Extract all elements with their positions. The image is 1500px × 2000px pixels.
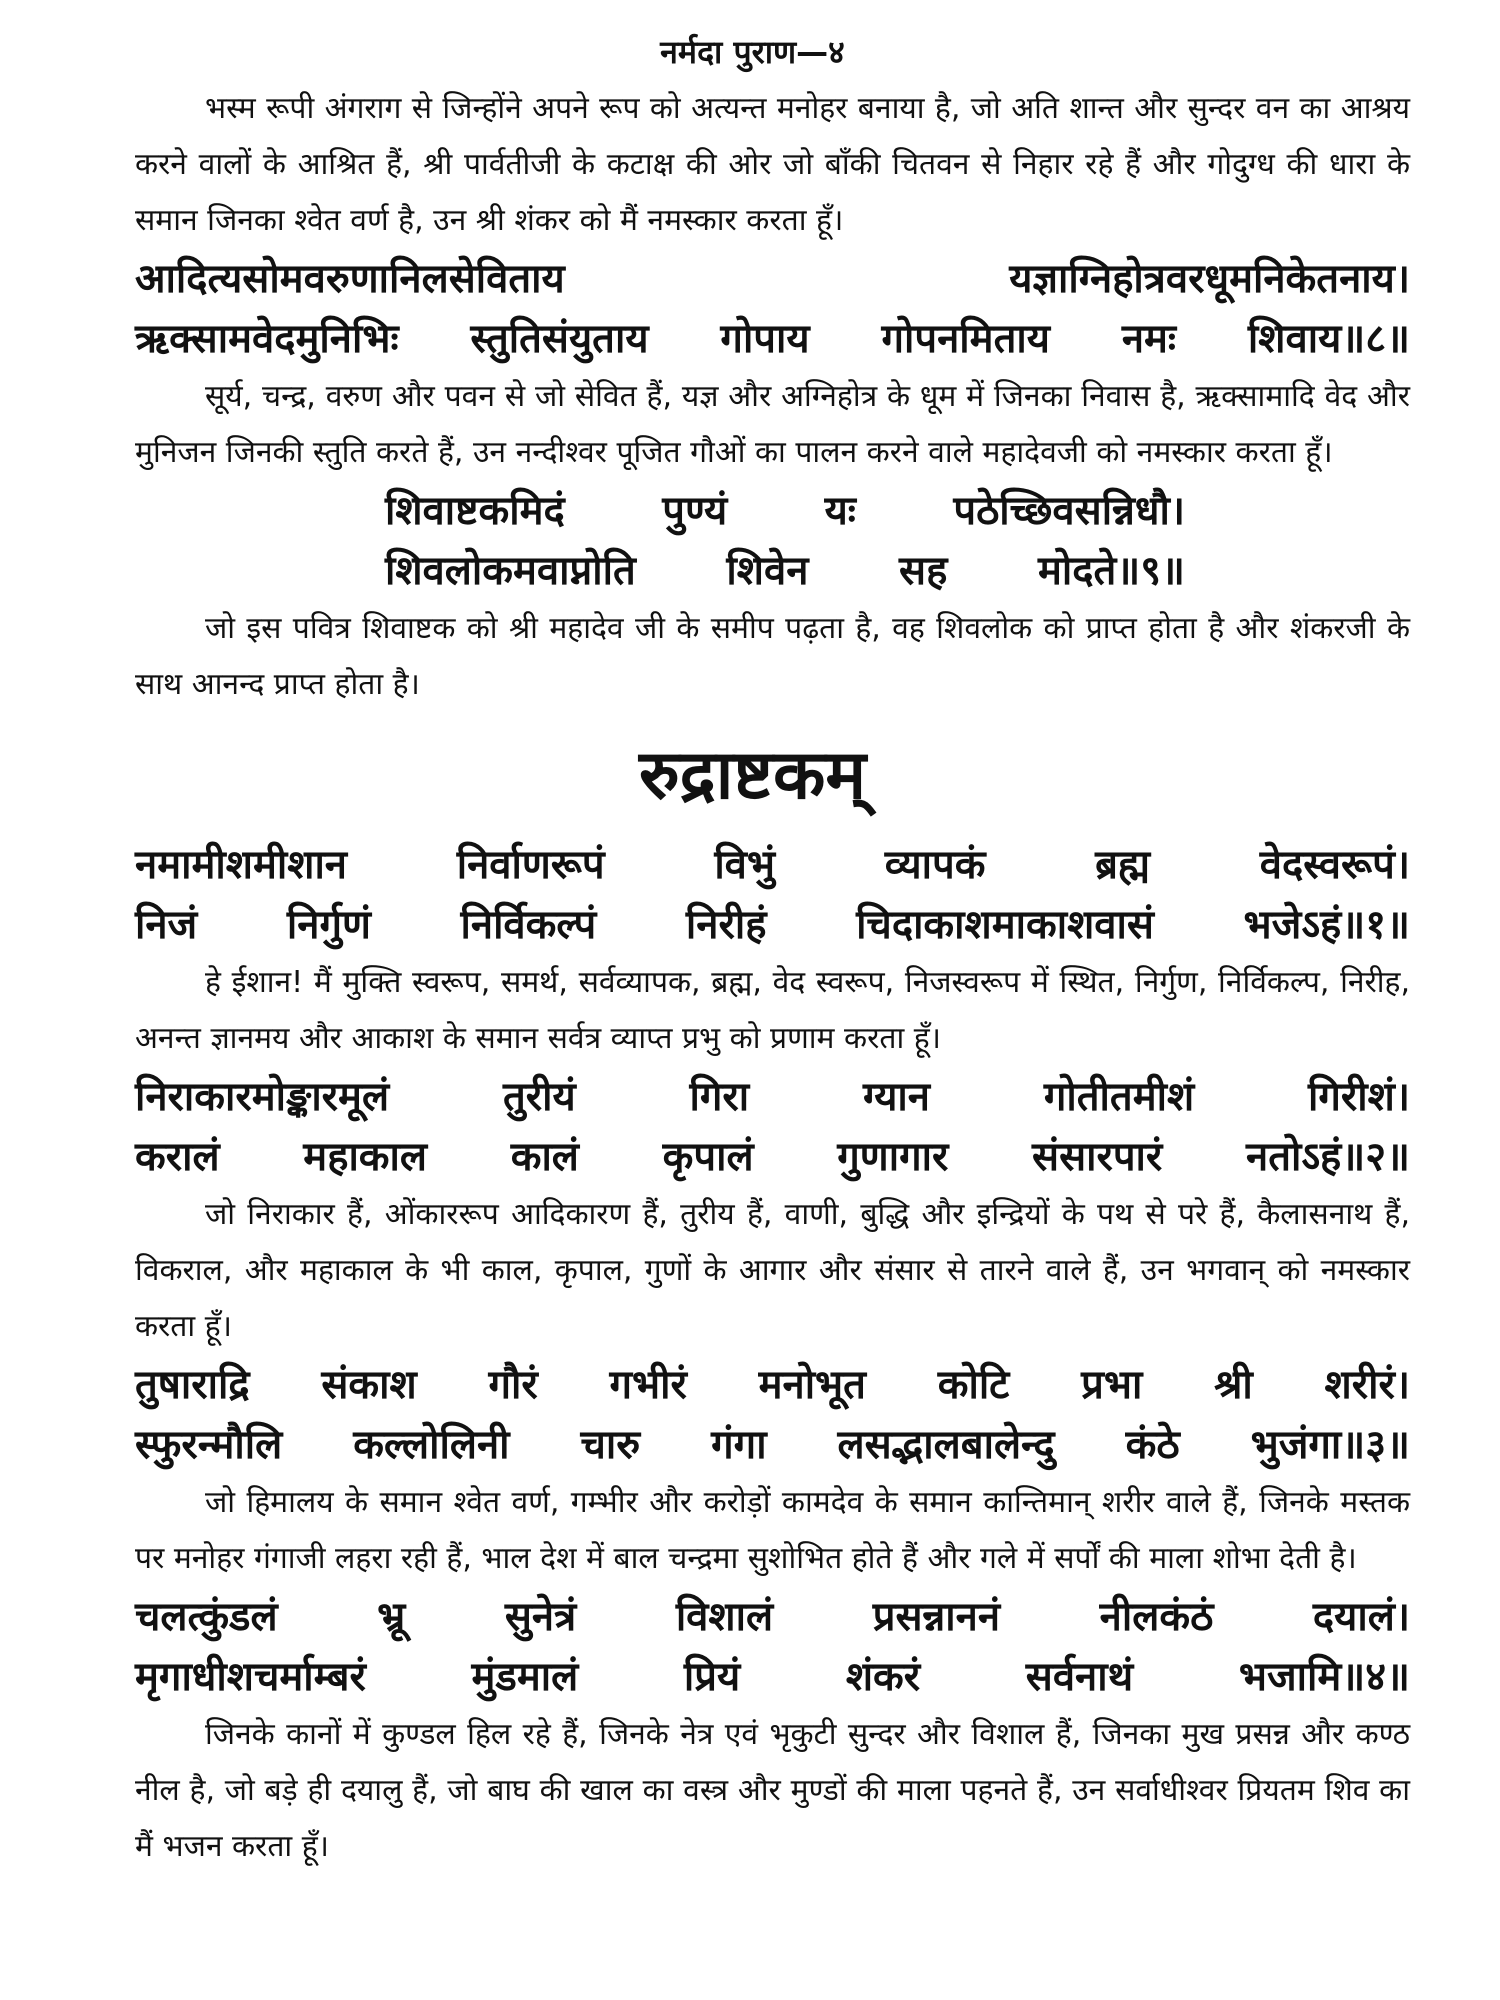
- commentary-paragraph: जो इस पवित्र शिवाष्टक को श्री महादेव जी के समीप पढ़ता है, वह शिवलोक को प्राप्त होता है और शंकरजी के साथ आनन्द प्राप्त होता है।: [135, 611, 1410, 702]
- commentary-paragraph: जो निराकार हैं, ओंकाररूप आदिकारण हैं, तुरीय हैं, वाणी, बुद्धि और इन्द्रियों के पथ से परे हैं, कैलासनाथ हैं, विकराल, और महाकाल के भी काल, कृपाल, गुणों के आगार और संसार से तारने वाले हैं, उन भगवान् को नमस्कार करता हूँ।: [135, 1197, 1410, 1344]
- page-header: नर्मदा पुराण—४: [660, 33, 845, 71]
- verse-line: निजं निर्गुणं निर्विकल्पं निरीहं चिदाकाशमाकाशवासं भजेऽहं॥१॥: [135, 902, 1410, 948]
- commentary-paragraph: हे ईशान! मैं मुक्ति स्वरूप, समर्थ, सर्वव्यापक, ब्रह्म, वेद स्वरूप, निजस्वरूप में स्थित, निर्गुण, निर्विकल्प, निरीह, अनन्त ज्ञानमय और आकाश के समान सर्वत्र व्याप्त प्रभु को प्रणाम करता हूँ।: [135, 965, 1410, 1056]
- commentary-paragraph: जिनके कानों में कुण्डल हिल रहे हैं, जिनके नेत्र एवं भृकुटी सुन्दर और विशाल हैं, जिनका मुख प्रसन्न और कण्ठ नील है, जो बड़े ही दयालु हैं, जो बाघ की खाल का वस्त्र और मुण्डों की माला पहनते हैं, उन सर्वाधीश्वर प्रियतम शिव का मैं भजन करता हूँ।: [135, 1717, 1410, 1864]
- verse-line-centered: शिवाष्टकमिदं पुण्यं यः पठेच्छिवसन्निधौ।: [385, 488, 1185, 534]
- page-content: [135, 81, 1410, 1875]
- commentary-paragraph: भस्म रूपी अंगराग से जिन्होंने अपने रूप को अत्यन्त मनोहर बनाया है, जो अति शान्त और सुन्दर वन का आश्रय करने वालों के आश्रित हैं, श्री पार्वतीजी के कटाक्ष की ओर जो बाँकी चितवन से निहार रहे हैं और गोदुग्ध की धारा के समान जिनका श्वेत वर्ण है, उन श्री शंकर को मैं नमस्कार करता हूँ।: [135, 91, 1410, 238]
- verse-line: चलत्कुंडलं भ्रू सुनेत्रं विशालं प्रसन्नाननं नीलकंठं दयालं।: [135, 1594, 1410, 1640]
- verse-line: आदित्यसोमवरुणानिलसेविताय यज्ञाग्निहोत्रवरधूमनिकेतनाय।: [135, 256, 1410, 302]
- commentary-paragraph: सूर्य, चन्द्र, वरुण और पवन से जो सेवित हैं, यज्ञ और अग्निहोत्र के धूम में जिनका निवास है, ऋक्सामादि वेद और मुनिजन जिनकी स्तुति करते हैं, उन नन्दीश्वर पूजित गौओं का पालन करने वाले महादेवजी को नमस्कार करता हूँ।: [135, 379, 1410, 470]
- verse-line: निराकारमोङ्कारमूलं तुरीयं गिरा ग्यान गोतीतमीशं गिरीशं।: [135, 1074, 1410, 1120]
- verse-line: नमामीशमीशान निर्वाणरूपं विभुं व्यापकं ब्रह्म वेदस्वरूपं।: [135, 842, 1410, 888]
- verse-line: मृगाधीशचर्माम्बरं मुंडमालं प्रियं शंकरं सर्वनाथं भजामि॥४॥: [135, 1654, 1410, 1700]
- verse-line: स्फुरन्मौलि कल्लोलिनी चारु गंगा लसद्भालबालेन्दु कंठे भुजंगा॥३॥: [135, 1422, 1410, 1468]
- verse-line: करालं महाकाल कालं कृपालं गुणागार संसारपारं नतोऽहं॥२॥: [135, 1134, 1410, 1180]
- verse-line: ऋक्सामवेदमुनिभिः स्तुतिसंयुताय गोपाय गोपनमिताय नमः शिवाय॥८॥: [135, 316, 1410, 362]
- verse-line-centered: शिवलोकमवाप्नोति शिवेन सह मोदते॥९॥: [385, 548, 1185, 594]
- section-title: रुद्राष्टकम्: [639, 736, 866, 815]
- verse-line: तुषाराद्रि संकाश गौरं गभीरं मनोभूत कोटि प्रभा श्री शरीरं।: [135, 1362, 1410, 1408]
- commentary-paragraph: जो हिमालय के समान श्वेत वर्ण, गम्भीर और करोड़ों कामदेव के समान कान्तिमान् शरीर वाले हैं, जिनके मस्तक पर मनोहर गंगाजी लहरा रही हैं, भाल देश में बाल चन्द्रमा सुशोभित होते हैं और गले में सर्पों की माला शोभा देती है।: [135, 1485, 1410, 1576]
